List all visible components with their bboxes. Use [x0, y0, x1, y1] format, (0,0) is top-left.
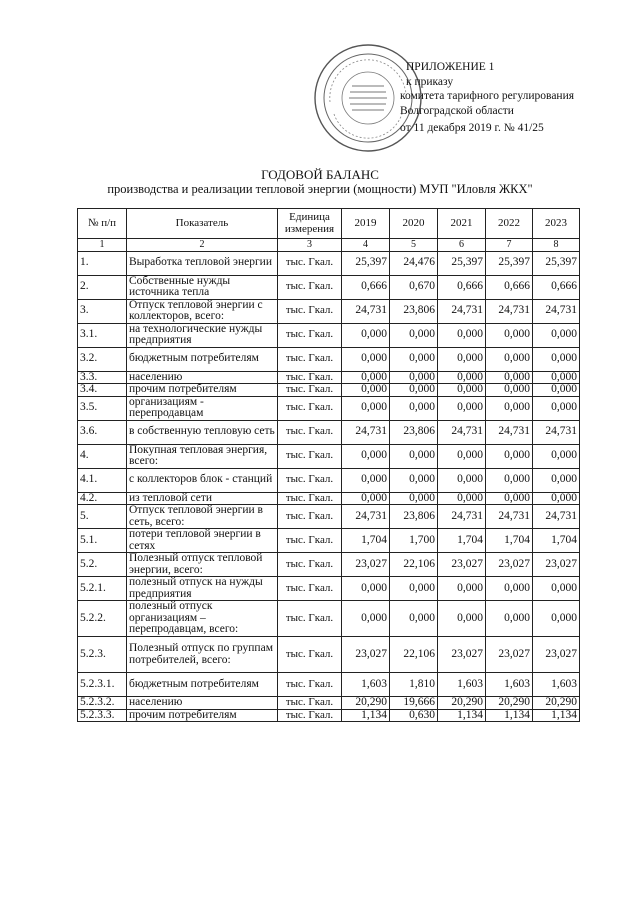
- value-2019: 0,000: [342, 396, 390, 420]
- value-2022: 0,000: [486, 468, 533, 492]
- row-number: 2.: [78, 275, 127, 299]
- row-number: 4.2.: [78, 492, 127, 505]
- unit-cell: тыс. Гкал.: [278, 420, 342, 444]
- indicator-name: Отпуск тепловой энергии с коллекторов, всего:: [127, 299, 278, 323]
- approval-header: [400, 60, 574, 136]
- value-2023: 0,000: [533, 468, 580, 492]
- indicator-name: бюджетным потребителям: [127, 673, 278, 697]
- table-row: [78, 371, 580, 384]
- row-number: 3.3.: [78, 371, 127, 384]
- table-row: [78, 601, 580, 637]
- table-row: [78, 384, 580, 397]
- value-2020: 23,806: [390, 420, 438, 444]
- value-2022: 0,000: [486, 347, 533, 371]
- value-2022: 0,000: [486, 371, 533, 384]
- indicator-name: прочим потребителям: [127, 709, 278, 722]
- value-2021: 0,000: [438, 468, 486, 492]
- unit-cell: тыс. Гкал.: [278, 492, 342, 505]
- unit-cell: тыс. Гкал.: [278, 601, 342, 637]
- unit-cell: тыс. Гкал.: [278, 371, 342, 384]
- indicator-name: Выработка тепловой энергии: [127, 251, 278, 275]
- value-2023: 1,603: [533, 673, 580, 697]
- value-2023: 0,000: [533, 323, 580, 347]
- order-date: от 11 декабря 2019 г. № 41/25: [400, 122, 544, 134]
- unit-cell: тыс. Гкал.: [278, 637, 342, 673]
- value-2021: 23,027: [438, 553, 486, 577]
- value-2020: 19,666: [390, 697, 438, 710]
- value-2019: 20,290: [342, 697, 390, 710]
- value-2020: 22,106: [390, 637, 438, 673]
- value-2021: 0,000: [438, 323, 486, 347]
- row-number: 3.5.: [78, 396, 127, 420]
- unit-cell: тыс. Гкал.: [278, 577, 342, 601]
- value-2022: 20,290: [486, 697, 533, 710]
- value-2022: 1,134: [486, 709, 533, 722]
- value-2020: 0,670: [390, 275, 438, 299]
- table-row: [78, 275, 580, 299]
- header-cell: 2021: [438, 209, 486, 239]
- column-number: 3: [278, 239, 342, 252]
- value-2023: 0,000: [533, 492, 580, 505]
- row-number: 4.: [78, 444, 127, 468]
- value-2021: 1,603: [438, 673, 486, 697]
- value-2019: 1,134: [342, 709, 390, 722]
- row-number: 5.2.3.2.: [78, 697, 127, 710]
- value-2023: 0,000: [533, 384, 580, 397]
- value-2021: 0,000: [438, 347, 486, 371]
- value-2019: 1,603: [342, 673, 390, 697]
- value-2022: 0,000: [486, 444, 533, 468]
- value-2019: 24,731: [342, 505, 390, 529]
- header-cell: 2022: [486, 209, 533, 239]
- table-row: [78, 299, 580, 323]
- row-number: 3.4.: [78, 384, 127, 397]
- value-2020: 0,000: [390, 601, 438, 637]
- value-2020: 24,476: [390, 251, 438, 275]
- column-number: 1: [78, 239, 127, 252]
- indicator-name: в собственную тепловую сеть: [127, 420, 278, 444]
- region-name: Волгоградской области: [400, 104, 514, 117]
- value-2020: 0,000: [390, 444, 438, 468]
- value-2020: 0,000: [390, 347, 438, 371]
- table-row: [78, 323, 580, 347]
- table-row: [78, 697, 580, 710]
- header-cell: 2020: [390, 209, 438, 239]
- indicator-name: Отпуск тепловой энергии в сеть, всего:: [127, 505, 278, 529]
- value-2022: 0,666: [486, 275, 533, 299]
- value-2019: 0,000: [342, 577, 390, 601]
- value-2019: 0,000: [342, 492, 390, 505]
- value-2022: 0,000: [486, 577, 533, 601]
- value-2022: 24,731: [486, 420, 533, 444]
- table-header-row: [78, 209, 580, 239]
- unit-cell: тыс. Гкал.: [278, 468, 342, 492]
- value-2019: 0,000: [342, 347, 390, 371]
- header-cell: Показатель: [127, 209, 278, 239]
- table-row: [78, 347, 580, 371]
- value-2020: 0,000: [390, 371, 438, 384]
- value-2020: 0,000: [390, 384, 438, 397]
- committee-name: комитета тарифного регулирования: [400, 90, 575, 102]
- row-number: 5.2.1.: [78, 577, 127, 601]
- table-row: [78, 492, 580, 505]
- appendix-label: ПРИЛОЖЕНИЕ 1: [406, 61, 495, 73]
- value-2021: 24,731: [438, 299, 486, 323]
- column-number: 8: [533, 239, 580, 252]
- value-2019: 0,666: [342, 275, 390, 299]
- column-number-row: [78, 239, 580, 252]
- value-2022: 23,027: [486, 637, 533, 673]
- value-2022: 23,027: [486, 553, 533, 577]
- unit-cell: тыс. Гкал.: [278, 323, 342, 347]
- value-2019: 24,731: [342, 420, 390, 444]
- value-2022: 25,397: [486, 251, 533, 275]
- value-2023: 0,000: [533, 347, 580, 371]
- value-2023: 1,704: [533, 529, 580, 553]
- value-2022: 24,731: [486, 299, 533, 323]
- value-2021: 1,134: [438, 709, 486, 722]
- column-number: 2: [127, 239, 278, 252]
- value-2021: 0,000: [438, 601, 486, 637]
- value-2021: 0,000: [438, 371, 486, 384]
- value-2021: 0,000: [438, 396, 486, 420]
- indicator-name: населению: [127, 697, 278, 710]
- value-2019: 0,000: [342, 601, 390, 637]
- value-2023: 0,000: [533, 396, 580, 420]
- column-number: 5: [390, 239, 438, 252]
- value-2020: 0,000: [390, 492, 438, 505]
- unit-cell: тыс. Гкал.: [278, 505, 342, 529]
- row-number: 1.: [78, 251, 127, 275]
- value-2023: 0,000: [533, 444, 580, 468]
- value-2019: 25,397: [342, 251, 390, 275]
- value-2021: 0,666: [438, 275, 486, 299]
- column-number: 7: [486, 239, 533, 252]
- table-row: [78, 396, 580, 420]
- value-2023: 0,000: [533, 577, 580, 601]
- value-2023: 25,397: [533, 251, 580, 275]
- value-2022: 1,704: [486, 529, 533, 553]
- value-2019: 23,027: [342, 553, 390, 577]
- indicator-name: прочим потребителям: [127, 384, 278, 397]
- unit-cell: тыс. Гкал.: [278, 347, 342, 371]
- row-number: 5.2.3.3.: [78, 709, 127, 722]
- header-cell: 2023: [533, 209, 580, 239]
- unit-cell: тыс. Гкал.: [278, 275, 342, 299]
- unit-cell: тыс. Гкал.: [278, 553, 342, 577]
- indicator-name: потери тепловой энергии в сетях: [127, 529, 278, 553]
- table-row: [78, 420, 580, 444]
- value-2020: 0,000: [390, 577, 438, 601]
- indicator-name: из тепловой сети: [127, 492, 278, 505]
- value-2022: 0,000: [486, 323, 533, 347]
- table-row: [78, 673, 580, 697]
- value-2023: 20,290: [533, 697, 580, 710]
- document-subtitle: производства и реализации тепловой энергии (мощности) МУП "Иловля ЖКХ": [107, 182, 533, 196]
- row-number: 5.2.3.1.: [78, 673, 127, 697]
- value-2019: 23,027: [342, 637, 390, 673]
- row-number: 3.6.: [78, 420, 127, 444]
- unit-cell: тыс. Гкал.: [278, 251, 342, 275]
- value-2023: 0,000: [533, 601, 580, 637]
- row-number: 4.1.: [78, 468, 127, 492]
- indicator-name: населению: [127, 371, 278, 384]
- value-2023: 24,731: [533, 420, 580, 444]
- unit-cell: тыс. Гкал.: [278, 396, 342, 420]
- indicator-name: на технологические нужды предприятия: [127, 323, 278, 347]
- column-number: 4: [342, 239, 390, 252]
- unit-cell: тыс. Гкал.: [278, 697, 342, 710]
- table-row: [78, 468, 580, 492]
- value-2021: 0,000: [438, 492, 486, 505]
- row-number: 5.2.: [78, 553, 127, 577]
- row-number: 5.1.: [78, 529, 127, 553]
- value-2022: 1,603: [486, 673, 533, 697]
- row-number: 3.2.: [78, 347, 127, 371]
- value-2021: 23,027: [438, 637, 486, 673]
- value-2019: 0,000: [342, 384, 390, 397]
- value-2019: 0,000: [342, 371, 390, 384]
- row-number: 5.2.3.: [78, 637, 127, 673]
- value-2023: 24,731: [533, 299, 580, 323]
- row-number: 3.: [78, 299, 127, 323]
- value-2021: 25,397: [438, 251, 486, 275]
- column-number: 6: [438, 239, 486, 252]
- value-2021: 20,290: [438, 697, 486, 710]
- row-number: 5.: [78, 505, 127, 529]
- value-2023: 0,666: [533, 275, 580, 299]
- value-2020: 0,000: [390, 323, 438, 347]
- unit-cell: тыс. Гкал.: [278, 444, 342, 468]
- table-row: [78, 577, 580, 601]
- value-2022: 0,000: [486, 384, 533, 397]
- order-reference: к приказу: [406, 75, 454, 88]
- value-2019: 1,704: [342, 529, 390, 553]
- indicator-name: бюджетным потребителям: [127, 347, 278, 371]
- value-2020: 0,000: [390, 396, 438, 420]
- table-row: [78, 444, 580, 468]
- header-cell: 2019: [342, 209, 390, 239]
- value-2023: 23,027: [533, 553, 580, 577]
- value-2021: 0,000: [438, 444, 486, 468]
- indicator-name: организациям - перепродавцам: [127, 396, 278, 420]
- unit-cell: тыс. Гкал.: [278, 673, 342, 697]
- indicator-name: полезный отпуск на нужды предприятия: [127, 577, 278, 601]
- header-cell: № п/п: [78, 209, 127, 239]
- value-2019: 24,731: [342, 299, 390, 323]
- value-2021: 24,731: [438, 420, 486, 444]
- value-2022: 0,000: [486, 396, 533, 420]
- row-number: 5.2.2.: [78, 601, 127, 637]
- value-2023: 1,134: [533, 709, 580, 722]
- value-2023: 23,027: [533, 637, 580, 673]
- indicator-name: Полезный отпуск тепловой энергии, всего:: [127, 553, 278, 577]
- value-2020: 23,806: [390, 505, 438, 529]
- value-2020: 23,806: [390, 299, 438, 323]
- table-row: [78, 637, 580, 673]
- balance-table: [77, 208, 580, 722]
- header-cell: Единица измерения: [278, 209, 342, 239]
- table-row: [78, 251, 580, 275]
- value-2021: 1,704: [438, 529, 486, 553]
- unit-cell: тыс. Гкал.: [278, 529, 342, 553]
- value-2020: 1,810: [390, 673, 438, 697]
- value-2021: 0,000: [438, 577, 486, 601]
- value-2020: 0,630: [390, 709, 438, 722]
- unit-cell: тыс. Гкал.: [278, 299, 342, 323]
- value-2022: 24,731: [486, 505, 533, 529]
- value-2022: 0,000: [486, 492, 533, 505]
- table-row: [78, 553, 580, 577]
- value-2019: 0,000: [342, 323, 390, 347]
- value-2019: 0,000: [342, 444, 390, 468]
- table-row: [78, 529, 580, 553]
- indicator-name: Покупная тепловая энергия, всего:: [127, 444, 278, 468]
- indicator-name: Собственные нужды источника тепла: [127, 275, 278, 299]
- value-2021: 24,731: [438, 505, 486, 529]
- table-row: [78, 709, 580, 722]
- value-2020: 22,106: [390, 553, 438, 577]
- value-2021: 0,000: [438, 384, 486, 397]
- indicator-name: Полезный отпуск по группам потребителей, всего:: [127, 637, 278, 673]
- unit-cell: тыс. Гкал.: [278, 709, 342, 722]
- row-number: 3.1.: [78, 323, 127, 347]
- value-2022: 0,000: [486, 601, 533, 637]
- unit-cell: тыс. Гкал.: [278, 384, 342, 397]
- indicator-name: полезный отпуск организациям – перепродавцам, всего:: [127, 601, 278, 637]
- value-2023: 0,000: [533, 371, 580, 384]
- table-row: [78, 505, 580, 529]
- indicator-name: с коллекторов блок - станций: [127, 468, 278, 492]
- value-2023: 24,731: [533, 505, 580, 529]
- value-2020: 0,000: [390, 468, 438, 492]
- document-title: ГОДОВОЙ БАЛАНС: [261, 167, 379, 182]
- value-2020: 1,700: [390, 529, 438, 553]
- value-2019: 0,000: [342, 468, 390, 492]
